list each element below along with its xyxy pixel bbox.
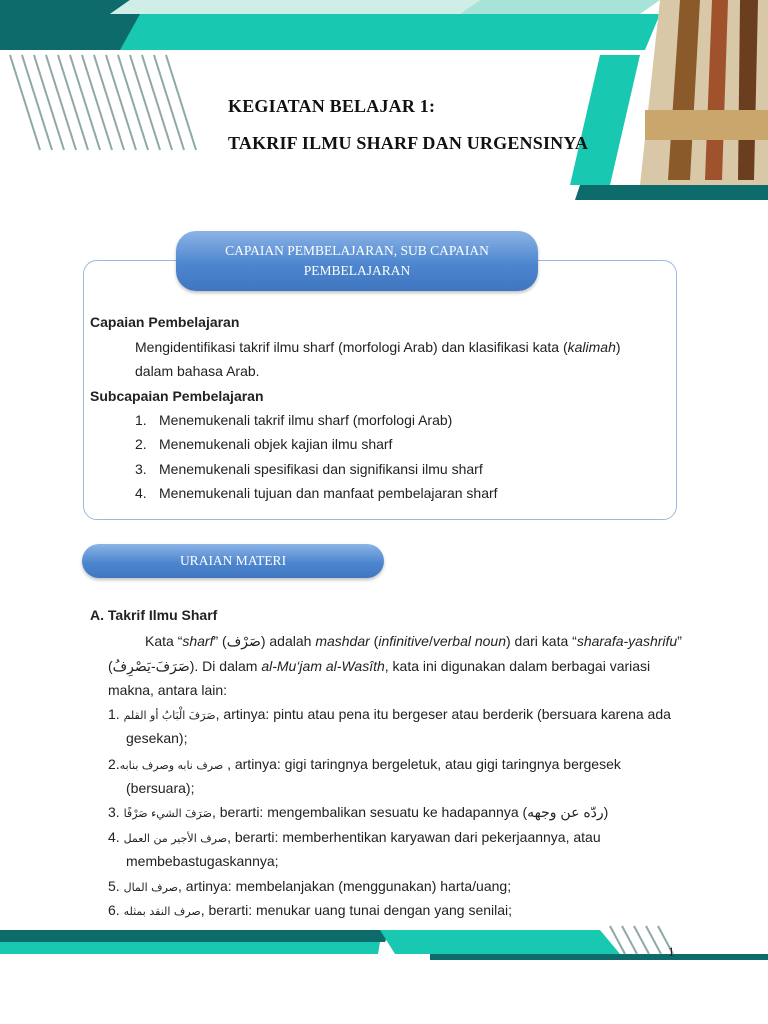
intro-part: (صَرَفَ-يَصْرِفُ). Di dalam — [108, 658, 262, 674]
intro-part: ” (صَرْف) adalah — [213, 633, 316, 649]
intro-part: , kata ini digunakan dalam berbagai variasi — [384, 658, 651, 674]
meaning-text: , berarti: memberhentikan karyawan dari pekerjaannya, atau — [227, 829, 601, 845]
meaning-item — [108, 877, 511, 897]
page-number: 1 — [668, 944, 675, 959]
sub-cp-item — [135, 435, 392, 453]
learning-outcomes-label-text: CAPAIAN PEMBELAJARAN, SUB CAPAIAN PEMBELAJARAN — [225, 243, 489, 278]
meaning-number: 3. — [108, 804, 120, 820]
intro-term: mashdar — [315, 633, 370, 649]
meaning-continuation: (bersuara); — [126, 780, 195, 796]
meaning-arabic: صَرَفَ الْبَابُ أو القلم — [123, 709, 216, 722]
meaning-number: 1. — [108, 706, 120, 722]
meaning-arabic: صرف الأجير من العمل — [123, 832, 228, 845]
intro-part: ) dari kata “ — [506, 633, 577, 649]
intro-part: Kata “ — [145, 633, 183, 649]
meaning-arabic: صَرَفَ الشيء صَرْفًا — [123, 807, 212, 820]
cp-title: Capaian Pembelajaran — [90, 314, 240, 330]
meaning-item — [108, 828, 601, 848]
cp-text-italic: kalimah — [567, 339, 616, 355]
meaning-continuation: membebastugaskannya; — [126, 853, 279, 869]
sub-cp-item-text: Menemukenali objek kajian ilmu sharf — [159, 436, 393, 452]
meaning-arabic: صرف المال — [123, 881, 178, 894]
meaning-text: , artinya: pintu atau pena itu bergeser atau berderik (bersuara karena ada — [215, 706, 671, 722]
meaning-item — [108, 901, 512, 921]
meaning-arabic: صرف النقد بمثله — [123, 905, 201, 918]
intro-line1 — [145, 632, 682, 650]
sub-cp-item — [135, 484, 498, 502]
intro-term: verbal noun — [432, 633, 506, 649]
sub-cp-item-text: Menemukenali spesifikasi dan signifikansi ilmu sharf — [159, 461, 483, 477]
lesson-heading: KEGIATAN BELAJAR 1: — [228, 96, 436, 116]
meaning-text: , berarti: menukar uang tunai dengan yang senilai; — [200, 902, 513, 918]
section-title: A. Takrif Ilmu Sharf — [90, 607, 218, 623]
cp-text — [135, 338, 621, 356]
meaning-number: 4. — [108, 829, 120, 845]
intro-term: al-Wasîth — [325, 658, 385, 674]
meaning-text: , berarti: mengembalikan sesuatu ke hadapannya (ردّه عن وجهه) — [211, 804, 609, 820]
meaning-number: 6. — [108, 902, 120, 918]
learning-outcomes-label — [176, 231, 538, 291]
meaning-text: , artinya: membelanjakan (menggunakan) harta/uang; — [178, 878, 512, 894]
meaning-number: 5. — [108, 878, 120, 894]
meaning-arabic: صرف نابه وصرف بنابه — [119, 759, 224, 772]
intro-term: infinitive — [378, 633, 429, 649]
sub-cp-item-text: Menemukenali takrif ilmu sharf (morfologi Arab) — [159, 412, 453, 428]
sub-cp-item — [135, 460, 483, 478]
sub-cp-item-number: 3. — [135, 461, 147, 477]
meaning-item — [108, 755, 621, 775]
footer-decoration — [0, 920, 768, 964]
intro-line3: makna, antara lain: — [108, 682, 228, 698]
sub-cp-item-number: 2. — [135, 436, 147, 452]
cp-text-b: ) — [615, 339, 621, 355]
sub-cp-item-text: Menemukenali tujuan dan manfaat pembelajaran sharf — [159, 485, 498, 501]
sub-cp-title: Subcapaian Pembelajaran — [90, 388, 264, 404]
intro-term: sharafa-yashrifu — [576, 633, 678, 649]
cp-text-line2: dalam bahasa Arab. — [135, 363, 260, 379]
intro-line2 — [108, 657, 650, 675]
sub-cp-item-number: 4. — [135, 485, 147, 501]
sub-cp-item — [135, 411, 452, 429]
intro-term: al-Mu‘jam — [261, 658, 322, 674]
lesson-title: TAKRIF ILMU SHARF DAN URGENSINYA — [228, 133, 589, 153]
intro-part: ( — [369, 633, 379, 649]
meaning-item — [108, 803, 608, 823]
intro-term: sharf — [182, 633, 214, 649]
material-section-label: URAIAN MATERI — [82, 544, 384, 578]
meaning-number: 2. — [108, 756, 120, 772]
sub-cp-item-number: 1. — [135, 412, 147, 428]
cp-text-a: Mengidentifikasi takrif ilmu sharf (morfologi Arab) dan klasifikasi kata ( — [135, 339, 568, 355]
meaning-text: , artinya: gigi taringnya bergeletuk, atau gigi taringnya bergesek — [223, 756, 621, 772]
intro-part: / — [428, 633, 433, 649]
intro-part: ” — [677, 633, 682, 649]
meaning-continuation: gesekan); — [126, 730, 188, 746]
meaning-item — [108, 705, 671, 725]
